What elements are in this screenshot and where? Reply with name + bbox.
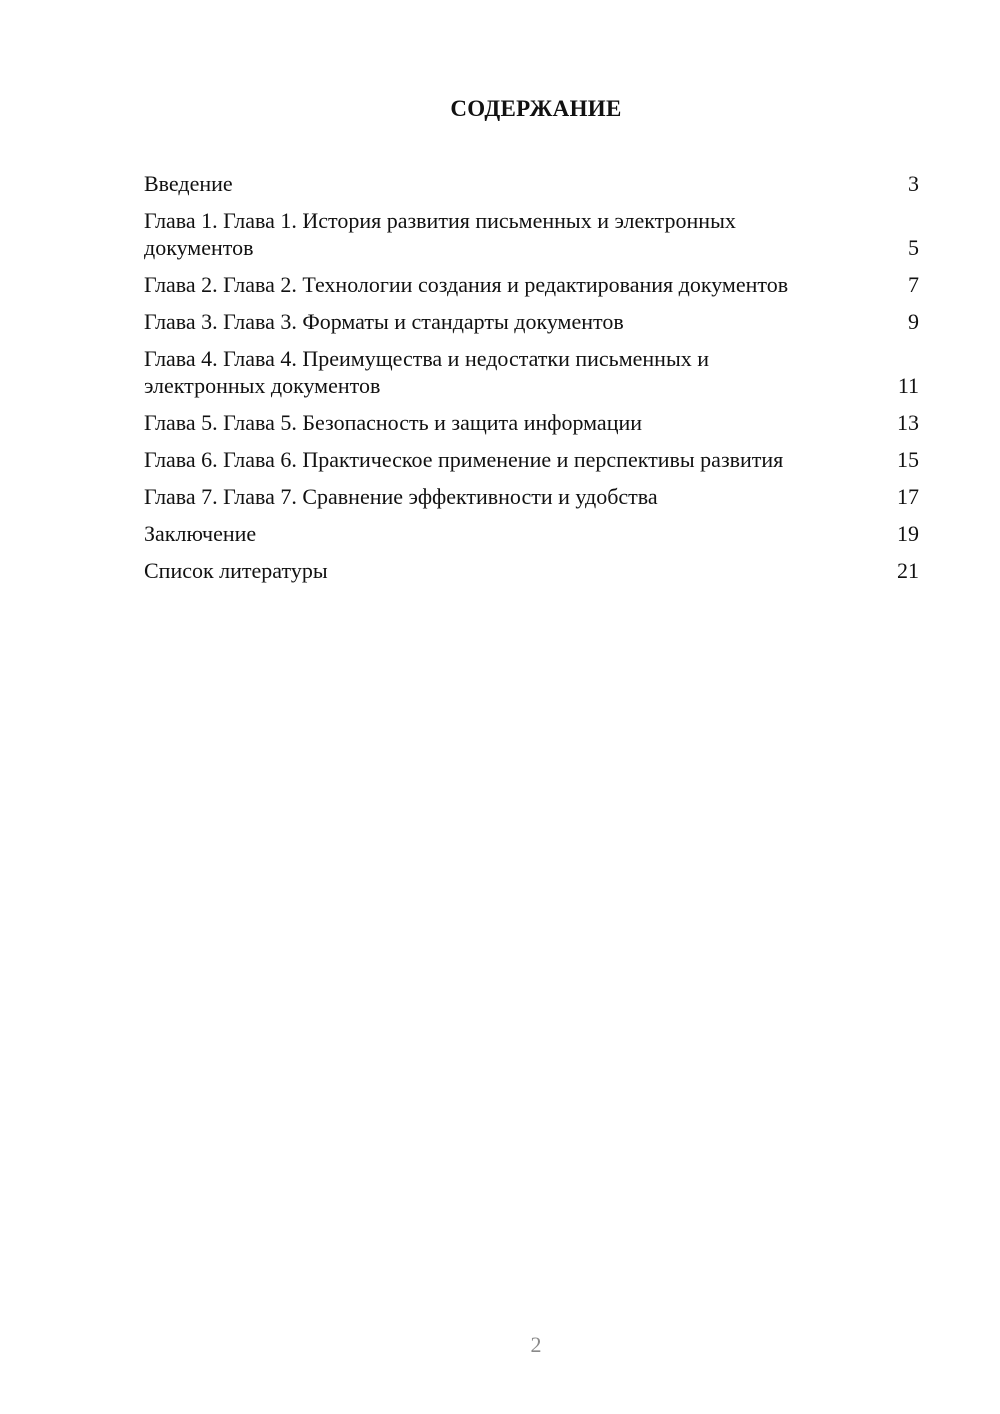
- toc-entry-chapter-7[interactable]: [144, 483, 919, 510]
- toc-entry-text: Список литературы: [144, 558, 328, 583]
- toc-entry-text: Глава 1. Глава 1. История развития письменных и электронных документов: [144, 208, 736, 260]
- toc-entry-text: Глава 3. Глава 3. Форматы и стандарты документов: [144, 309, 624, 334]
- toc-entry-page: 15: [897, 447, 919, 472]
- toc-entry-page: 19: [897, 521, 919, 546]
- toc-entry-page: 13: [897, 410, 919, 435]
- toc-entry-page: 7: [908, 272, 919, 297]
- toc-entry-conclusion[interactable]: [144, 520, 919, 547]
- page-number: 2: [530, 1332, 542, 1357]
- toc-entry-page: 11: [897, 373, 919, 398]
- toc-entry-text: Глава 5. Глава 5. Безопасность и защита информации: [144, 410, 643, 435]
- toc-entry-chapter-4[interactable]: [144, 345, 919, 399]
- toc-entry-page: 9: [908, 309, 919, 334]
- toc-entry-bibliography[interactable]: [144, 557, 919, 584]
- toc-entry-page: 3: [908, 171, 919, 196]
- toc-entry-introduction[interactable]: [144, 170, 919, 197]
- table-of-contents: [144, 170, 919, 594]
- toc-entry-text: Глава 2. Глава 2. Технологии создания и редактирования документов: [144, 272, 789, 297]
- toc-entry-chapter-3[interactable]: [144, 308, 919, 335]
- toc-entry-text: Глава 6. Глава 6. Практическое применение и перспективы развития: [144, 447, 784, 472]
- toc-entry-text: Заключение: [144, 521, 257, 546]
- toc-entry-text: Введение: [144, 171, 233, 196]
- toc-entry-chapter-2[interactable]: [144, 271, 919, 298]
- toc-entry-chapter-6[interactable]: [144, 446, 919, 473]
- toc-entry-page: 5: [908, 235, 919, 260]
- toc-entry-chapter-5[interactable]: [144, 409, 919, 436]
- toc-entry-page: 21: [897, 558, 919, 583]
- toc-entry-text: Глава 4. Глава 4. Преимущества и недостатки письменных и электронных документов: [144, 346, 709, 398]
- toc-entry-page: 17: [897, 484, 919, 509]
- page-title: СОДЕРЖАНИЕ: [450, 96, 622, 121]
- toc-entry-chapter-1[interactable]: [144, 207, 919, 261]
- toc-entry-text: Глава 7. Глава 7. Сравнение эффективности и удобства: [144, 484, 658, 509]
